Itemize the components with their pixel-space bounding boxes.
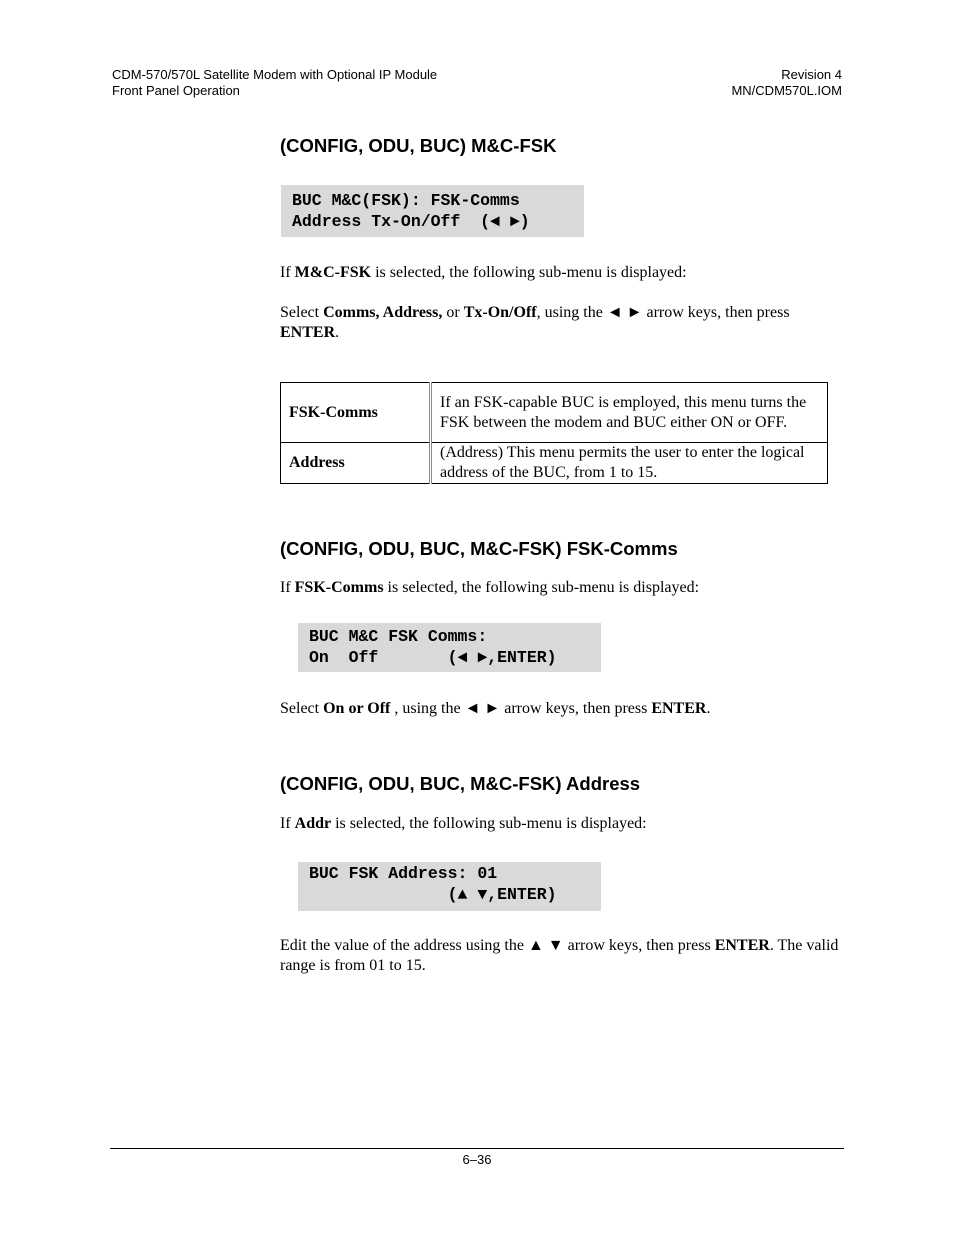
section-heading-address: (CONFIG, ODU, BUC, M&C-FSK) Address bbox=[280, 773, 641, 794]
header-doc-number: MN/CDM570L.IOM bbox=[731, 83, 842, 98]
table-row bbox=[281, 443, 828, 484]
lcd-display-fsk-comms bbox=[298, 623, 601, 672]
section-heading-mc-fsk: (CONFIG, ODU, BUC) M&C-FSK bbox=[280, 135, 557, 156]
paragraph-mc-fsk-select: Select Comms, Address, or Tx-On/Off, using the ◄ ► arrow keys, then press ENTER. bbox=[280, 304, 790, 341]
table-key: FSK-Comms bbox=[281, 383, 431, 443]
lcd-display-mc-fsk bbox=[281, 185, 584, 237]
table-description: If an FSK-capable BUC is employed, this menu turns the FSK between the modem and BUC either ON or OFF. bbox=[431, 383, 828, 443]
page-number: 6–36 bbox=[462, 1152, 492, 1167]
footer-rule bbox=[110, 1148, 844, 1149]
lcd-line-1: BUC FSK Address: 01 bbox=[309, 864, 498, 883]
header-revision: Revision 4 bbox=[781, 67, 842, 82]
paragraph-fsk-comms-intro: If FSK-Comms is selected, the following sub-menu is displayed: bbox=[280, 579, 700, 596]
header-right bbox=[731, 67, 842, 99]
lcd-display-address bbox=[298, 862, 601, 911]
section-heading-fsk-comms: (CONFIG, ODU, BUC, M&C-FSK) FSK-Comms bbox=[280, 538, 678, 559]
lcd-line-2: On Off (◄ ►,ENTER) bbox=[309, 648, 557, 667]
options-table bbox=[280, 382, 828, 484]
header-document-title: CDM-570/570L Satellite Modem with Optional IP Module bbox=[112, 67, 438, 82]
lcd-line-1: BUC M&C FSK Comms: bbox=[309, 627, 488, 646]
header-left bbox=[112, 67, 437, 99]
lcd-line-2: (▲ ▼,ENTER) bbox=[309, 885, 557, 904]
paragraph-address-intro: If Addr is selected, the following sub-menu is displayed: bbox=[280, 815, 647, 832]
paragraph-fsk-comms-select: Select On or Off , using the ◄ ► arrow keys, then press ENTER. bbox=[280, 700, 711, 717]
table-row bbox=[281, 383, 828, 443]
paragraph-address-edit: Edit the value of the address using the ▲ ▼ arrow keys, then press ENTER. The valid range is from 01 to 15. bbox=[280, 937, 839, 974]
table-description: (Address) This menu permits the user to enter the logical address of the BUC, from 1 to 15. bbox=[431, 443, 828, 484]
header-chapter: Front Panel Operation bbox=[112, 83, 240, 98]
lcd-line-1: BUC M&C(FSK): FSK-Comms bbox=[292, 191, 520, 210]
lcd-line-2: Address Tx-On/Off (◄ ►) bbox=[292, 212, 530, 231]
paragraph-mc-fsk-intro: If M&C-FSK is selected, the following sub-menu is displayed: bbox=[280, 264, 687, 281]
table-key: Address bbox=[281, 443, 431, 484]
